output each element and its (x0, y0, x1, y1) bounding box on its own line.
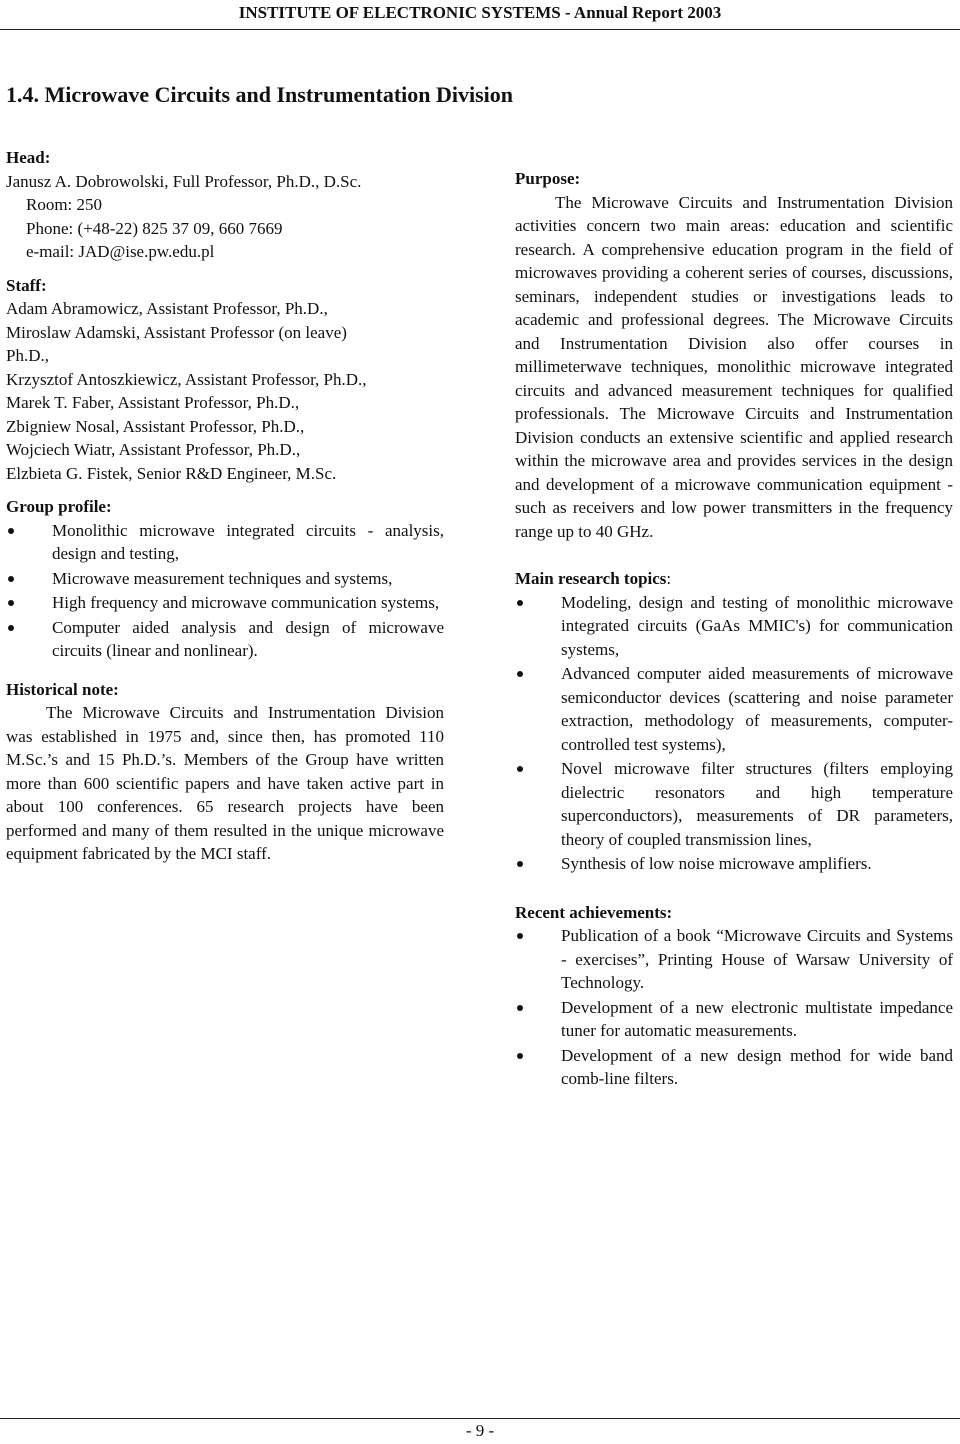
head-email[interactable]: e-mail: JAD@ise.pw.edu.pl (26, 242, 215, 261)
staff-member: Marek T. Faber, Assistant Professor, Ph.D., (6, 393, 300, 412)
group-profile-list (6, 519, 444, 663)
list-item-text: Monolithic microwave integrated circuits - analysis, design and testing, (52, 520, 444, 563)
bullet-icon (517, 1005, 523, 1011)
staff-member: Adam Abramowicz, Assistant Professor, Ph.D., (6, 299, 328, 318)
list-item (515, 852, 953, 876)
list-item (6, 616, 444, 663)
right-column (515, 167, 953, 1092)
bullet-icon (517, 933, 523, 939)
main-research-list (515, 591, 953, 876)
staff-list (6, 297, 444, 485)
header-rule (0, 29, 960, 30)
main-research-heading-suffix: : (666, 569, 672, 588)
staff-member: Wojciech Wiatr, Assistant Professor, Ph.D., (6, 440, 301, 459)
recent-achievements-heading: Recent achievements: (515, 902, 673, 922)
list-item-text: Computer aided analysis and design of microwave circuits (linear and nonlinear). (52, 617, 444, 660)
list-item (6, 591, 444, 615)
recent-achievements-list (515, 924, 953, 1091)
bullet-icon (517, 861, 523, 867)
list-item (515, 662, 953, 756)
staff-member: Krzysztof Antoszkiewicz, Assistant Professor, Ph.D., (6, 369, 367, 389)
staff-member: Zbigniew Nosal, Assistant Professor, Ph.D., (6, 416, 305, 436)
list-item (515, 996, 953, 1043)
bullet-icon (517, 766, 523, 772)
list-item-text: Microwave measurement techniques and systems, (52, 568, 393, 588)
staff-member: Ph.D., (6, 346, 49, 365)
bullet-icon (8, 576, 14, 582)
main-research-heading: Main research topics (515, 569, 667, 588)
historical-note-heading: Historical note: (6, 679, 119, 699)
bullet-icon (517, 1053, 523, 1059)
footer-rule (0, 1418, 960, 1419)
bullet-icon (517, 671, 523, 677)
list-item-text: Modeling, design and testing of monolithic microwave integrated circuits (GaAs MMIC's) for communication systems, (561, 592, 953, 659)
head-room: Room: 250 (26, 195, 103, 214)
main-research-heading-row (515, 567, 953, 591)
list-item-text: Publication of a book “Microwave Circuits and Systems - exercises”, Printing House of Warsaw University of Technology. (561, 926, 953, 992)
bullet-icon (8, 625, 14, 631)
head-name: Janusz A. Dobrowolski, Full Professor, Ph.D., D.Sc. (6, 171, 362, 191)
purpose-heading: Purpose: (515, 169, 581, 188)
list-item-text: Synthesis of low noise microwave amplifiers. (561, 854, 872, 873)
running-header: INSTITUTE OF ELECTRONIC SYSTEMS - Annual Report 2003 (238, 3, 722, 22)
bullet-icon (8, 600, 14, 606)
staff-heading: Staff: (6, 275, 47, 295)
staff-member: Miroslaw Adamski, Assistant Professor (on leave) (6, 322, 347, 342)
list-item-text: Advanced computer aided measurements of microwave semiconductor devices (scattering and noise parameter extraction, methodology of measurements, computer-controlled test systems), (561, 664, 953, 754)
list-item (515, 591, 953, 662)
list-item-text: Novel microwave filter structures (filters employing dielectric resonators and high temperature superconductors), measurements of DR parameters, theory of coupled transmission lines, (561, 759, 953, 849)
list-item (515, 1044, 953, 1091)
purpose-text: The Microwave Circuits and Instrumentation Division activities concern two main areas: education and scientific research. A comprehensive education program in the field of microwaves providing a coherent series of courses, discussions, seminars, independent studies or investigations leads to academic and professional degrees. The Microwave Circuits and Instrumentation Division also offer courses in millimeterwave techniques, monolithic microwave integrated circuits and advanced measurement techniques for qualified professionals. The Microwave Circuits and Instrumentation Division conducts an extensive scientific and applied research within the microwave area and provides services in the design and development of a microwave communication equipment - such as receivers and low power transmitters in the frequency range up to 40 GHz. (515, 192, 953, 541)
list-item-text: High frequency and microwave communication systems, (52, 593, 440, 612)
group-profile-heading: Group profile: (6, 497, 112, 516)
list-item (515, 924, 953, 995)
head-phone: Phone: (+48-22) 825 37 09, 660 7669 (26, 218, 283, 238)
section-title: 1.4. Microwave Circuits and Instrumentation Division (6, 82, 514, 107)
bullet-icon (8, 528, 14, 534)
left-column (6, 146, 444, 866)
historical-note-text: The Microwave Circuits and Instrumentation Division was established in 1975 and, since then, has promoted 110 M.Sc.’s and 15 Ph.D.’s. Members of the Group have written more than 600 scientific papers and have taken active part in about 100 conferences. 65 research projects have been performed and many of them resulted in the unique microwave equipment fabricated by the MCI staff. (6, 703, 444, 863)
list-item (6, 519, 444, 566)
bullet-icon (517, 600, 523, 606)
list-item (515, 757, 953, 851)
head-heading: Head: (6, 148, 51, 167)
list-item (6, 567, 444, 591)
list-item-text: Development of a new electronic multistate impedance tuner for automatic measurements. (561, 997, 953, 1040)
page-number: - 9 - (465, 1421, 495, 1440)
list-item-text: Development of a new design method for wide band comb-line filters. (561, 1045, 953, 1088)
staff-member: Elzbieta G. Fistek, Senior R&D Engineer, M.Sc. (6, 463, 337, 483)
